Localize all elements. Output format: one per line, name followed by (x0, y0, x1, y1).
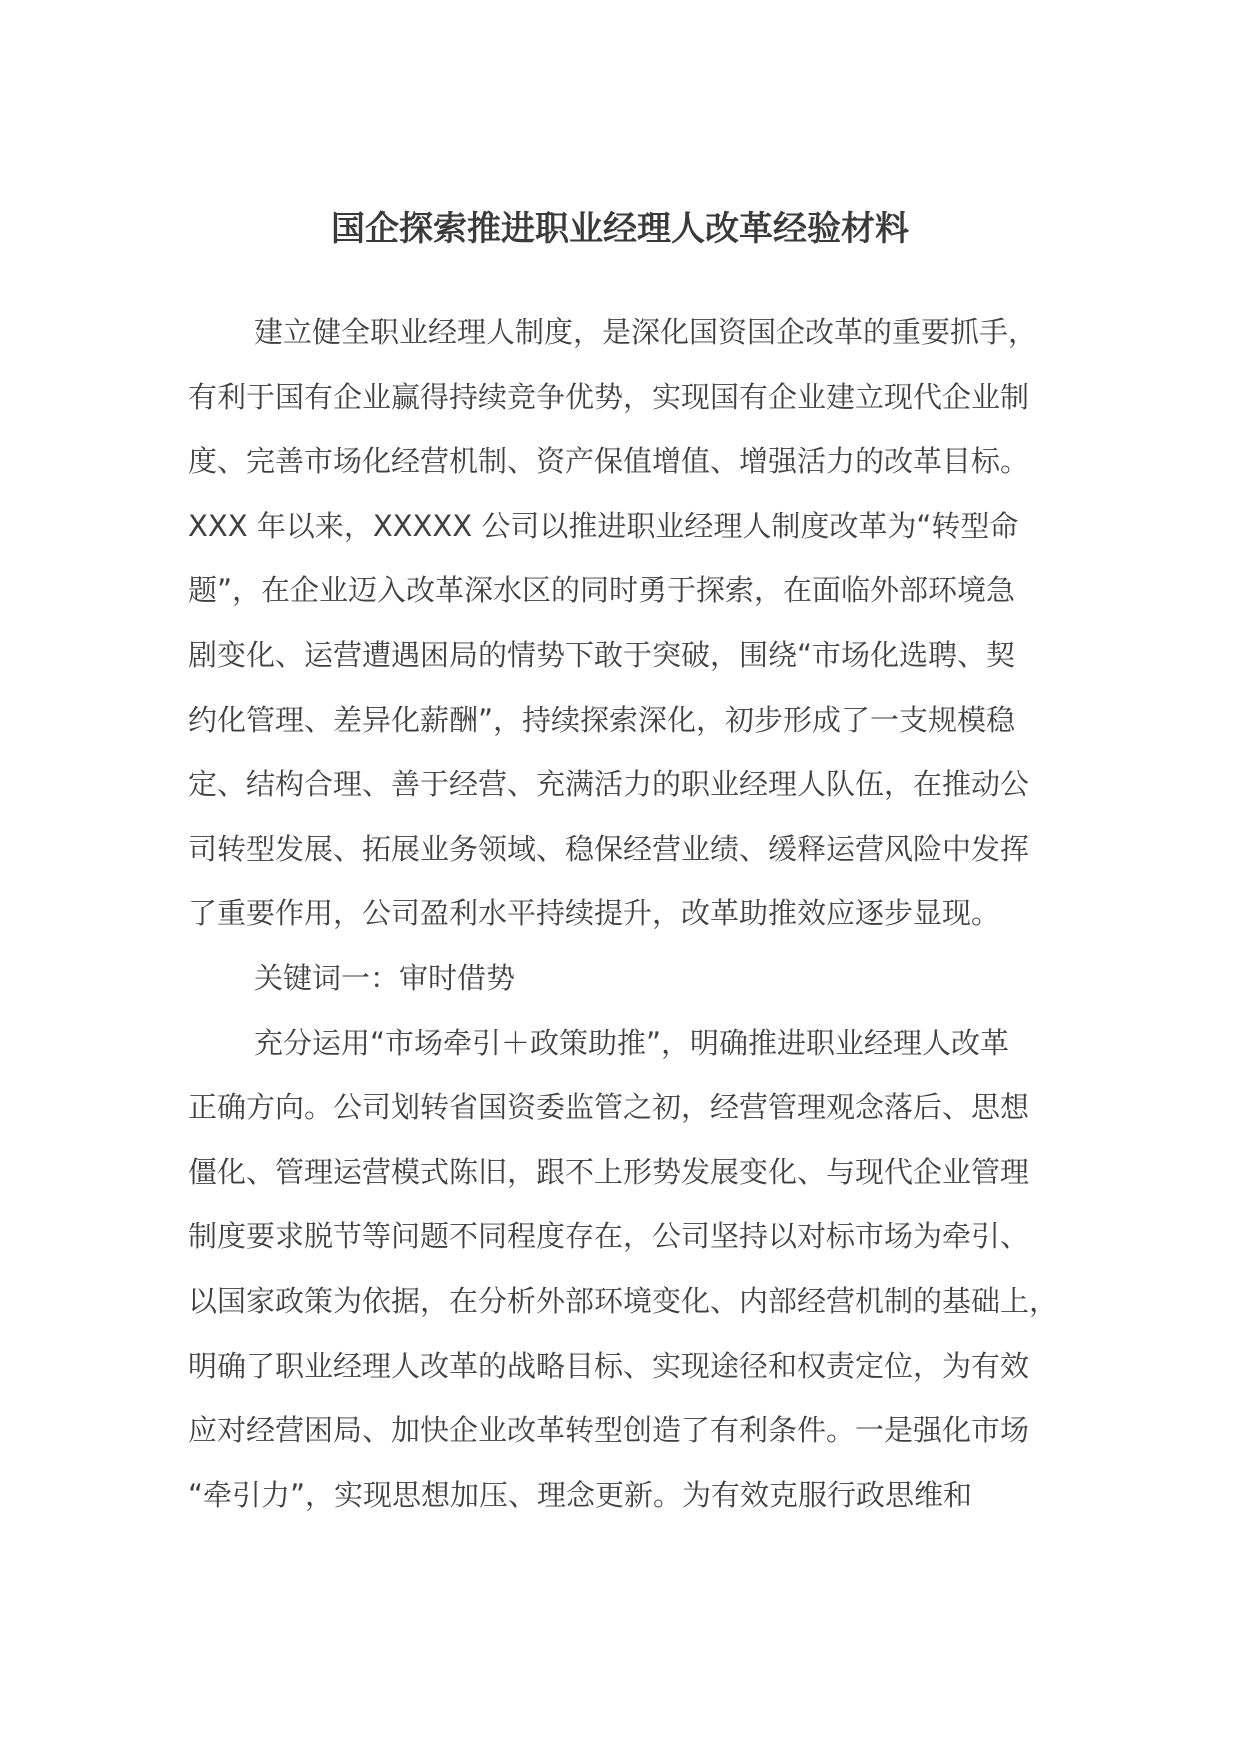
paragraph-line: 明确了职业经理人改革的战略目标、实现途径和权责定位，为有效 (188, 1348, 1030, 1383)
paragraph-line: 剧变化、运营遭遇困局的情势下敢于突破，围绕“市场化选聘、契 (188, 637, 1016, 672)
paragraph-line: 度、完善市场化经营机制、资产保值增值、增强活力的改革目标。 (188, 444, 1030, 479)
paragraph-line: 以国家政策为依据，在分析外部环境变化、内部经营机制的基础上， (188, 1283, 1059, 1318)
paragraph-line: 司转型发展、拓展业务领域、稳保经营业绩、缓释运营风险中发挥 (188, 831, 1030, 866)
paragraph-line: 约化管理、差异化薪酬”，持续探索深化，初步形成了一支规模稳 (188, 702, 1016, 737)
paragraph-line: 正确方向。公司划转省国资委监管之初，经营管理观念落后、思想 (188, 1090, 1030, 1125)
paragraph-line: XXX 年以来，XXXXX 公司以推进职业经理人制度改革为“转型命 (188, 508, 1019, 543)
paragraph-line: “牵引力”，实现思想加压、理念更新。为有效克服行政思维和 (188, 1477, 973, 1512)
paragraph-line: 充分运用“市场牵引＋政策助推”，明确推进职业经理人改革 (254, 1025, 1010, 1060)
paragraph-line: 应对经营困局、加快企业改革转型创造了有利条件。一是强化市场 (188, 1413, 1030, 1448)
paragraph-line: 题”，在企业迈入改革深水区的同时勇于探索，在面临外部环境急 (188, 573, 1016, 608)
paragraph-line: 有利于国有企业赢得持续竞争优势，实现国有企业建立现代企业制 (188, 379, 1030, 414)
paragraph-line: 僵化、管理运营模式陈旧，跟不上形势发展变化、与现代企业管理 (188, 1154, 1030, 1189)
section-heading: 关键词一：审时借势 (254, 960, 516, 995)
paragraph-line: 定、结构合理、善于经营、充满活力的职业经理人队伍，在推动公 (188, 767, 1030, 802)
paragraph-line: 了重要作用，公司盈利水平持续提升，改革助推效应逐步显现。 (188, 896, 1001, 931)
paragraph-line: 制度要求脱节等问题不同程度存在，公司坚持以对标市场为牵引、 (188, 1219, 1030, 1254)
document-title: 国企探索推进职业经理人改革经验材料 (331, 209, 909, 249)
paragraph-line: 建立健全职业经理人制度，是深化国资国企改革的重要抓手， (254, 315, 1038, 349)
document-body (188, 300, 1058, 1527)
